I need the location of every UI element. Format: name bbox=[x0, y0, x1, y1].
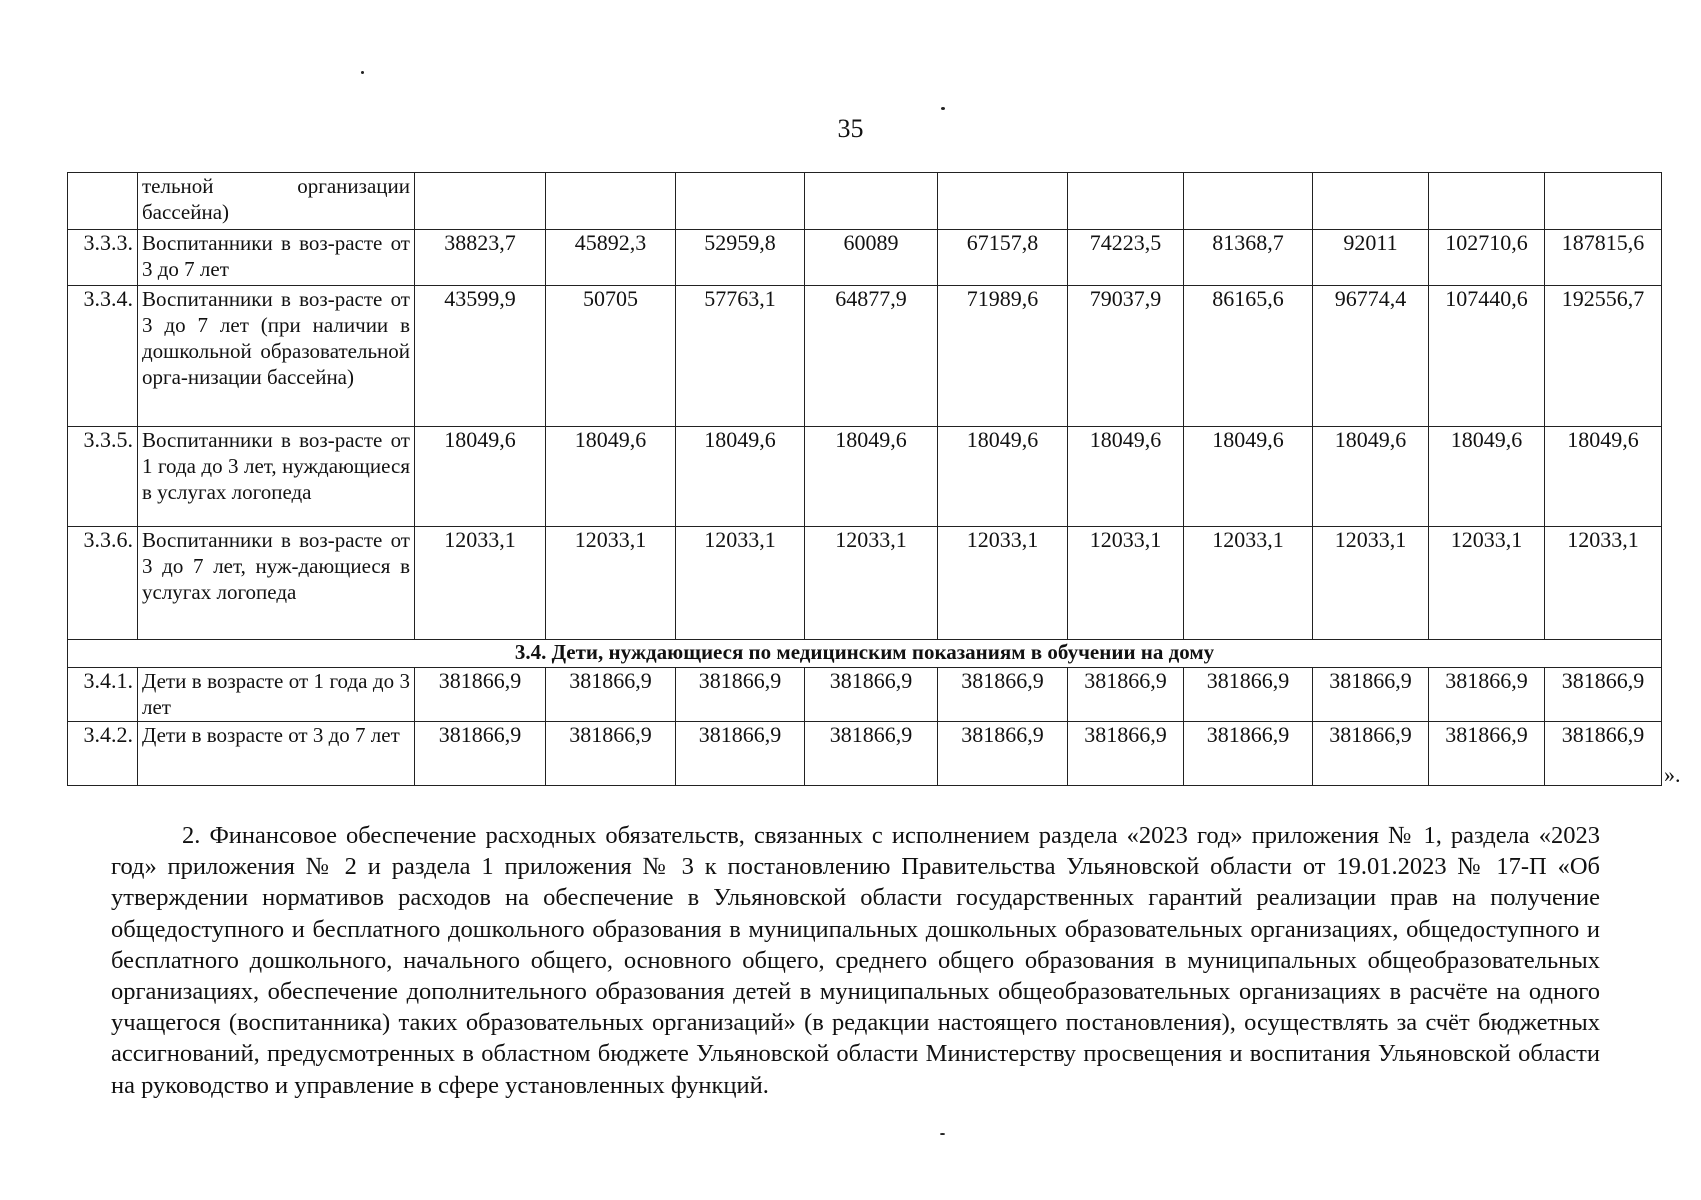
row-description-cell: тельной организации бассейна) bbox=[138, 173, 415, 230]
value-cell: 381866,9 bbox=[1429, 668, 1545, 722]
value-cell: 12033,1 bbox=[415, 527, 546, 640]
value-cell: 18049,6 bbox=[1429, 426, 1545, 526]
value-cell: 86165,6 bbox=[1184, 285, 1313, 426]
value-cell: 381866,9 bbox=[676, 722, 805, 786]
row-description-cell: Дети в возрасте от 1 года до 3 лет bbox=[138, 668, 415, 722]
value-cell: 18049,6 bbox=[1068, 426, 1184, 526]
value-cell bbox=[546, 173, 676, 230]
scan-speck bbox=[361, 71, 364, 74]
value-cell bbox=[1313, 173, 1429, 230]
value-cell: 381866,9 bbox=[1313, 668, 1429, 722]
value-cell: 79037,9 bbox=[1068, 285, 1184, 426]
row-number-cell: 3.3.5. bbox=[68, 426, 138, 526]
value-cell: 45892,3 bbox=[546, 230, 676, 285]
row-number-cell: 3.4.1. bbox=[68, 668, 138, 722]
value-cell: 381866,9 bbox=[805, 722, 938, 786]
value-cell: 18049,6 bbox=[1184, 426, 1313, 526]
value-cell: 381866,9 bbox=[1068, 722, 1184, 786]
value-cell bbox=[676, 173, 805, 230]
value-cell: 52959,8 bbox=[676, 230, 805, 285]
row-number-cell: 3.3.6. bbox=[68, 527, 138, 640]
value-cell: 12033,1 bbox=[805, 527, 938, 640]
value-cell bbox=[1068, 173, 1184, 230]
value-cell: 38823,7 bbox=[415, 230, 546, 285]
value-cell: 12033,1 bbox=[676, 527, 805, 640]
value-cell: 43599,9 bbox=[415, 285, 546, 426]
row-description-cell: Воспитанники в воз-расте от 3 до 7 лет, нуж-дающиеся в услугах логопеда bbox=[138, 527, 415, 640]
value-cell: 12033,1 bbox=[1313, 527, 1429, 640]
value-cell bbox=[415, 173, 546, 230]
value-cell bbox=[805, 173, 938, 230]
value-cell: 381866,9 bbox=[1545, 668, 1662, 722]
value-cell bbox=[1429, 173, 1545, 230]
value-cell: 102710,6 bbox=[1429, 230, 1545, 285]
section-title: 3.4. Дети, нуждающиеся по медицинским показаниям в обучении на дому bbox=[68, 639, 1662, 668]
table-row bbox=[68, 668, 1662, 722]
row-number-cell: 3.3.4. bbox=[68, 285, 138, 426]
table-row bbox=[68, 285, 1662, 426]
row-description-cell: Дети в возрасте от 3 до 7 лет bbox=[138, 722, 415, 786]
scan-speck bbox=[941, 107, 945, 110]
value-cell: 381866,9 bbox=[938, 668, 1068, 722]
value-cell: 18049,6 bbox=[805, 426, 938, 526]
value-cell: 381866,9 bbox=[676, 668, 805, 722]
closing-quote: ». bbox=[1664, 762, 1681, 787]
value-cell: 12033,1 bbox=[938, 527, 1068, 640]
section-row bbox=[68, 639, 1662, 668]
table-row bbox=[68, 230, 1662, 285]
row-description-cell: Воспитанники в воз-расте от 3 до 7 лет (при наличии в дошкольной образовательной орга-низации бассейна) bbox=[138, 285, 415, 426]
value-cell: 12033,1 bbox=[546, 527, 676, 640]
value-cell: 12033,1 bbox=[1429, 527, 1545, 640]
value-cell bbox=[938, 173, 1068, 230]
value-cell: 50705 bbox=[546, 285, 676, 426]
value-cell: 96774,4 bbox=[1313, 285, 1429, 426]
value-cell bbox=[1184, 173, 1313, 230]
row-description-cell: Воспитанники в воз-расте от 1 года до 3 лет, нуждающиеся в услугах логопеда bbox=[138, 426, 415, 526]
value-cell: 381866,9 bbox=[1545, 722, 1662, 786]
value-cell: 92011 bbox=[1313, 230, 1429, 285]
value-cell: 107440,6 bbox=[1429, 285, 1545, 426]
value-cell: 381866,9 bbox=[546, 722, 676, 786]
table-row bbox=[68, 173, 1662, 230]
row-number-cell bbox=[68, 173, 138, 230]
value-cell: 71989,6 bbox=[938, 285, 1068, 426]
value-cell: 187815,6 bbox=[1545, 230, 1662, 285]
value-cell: 18049,6 bbox=[415, 426, 546, 526]
value-cell bbox=[1545, 173, 1662, 230]
value-cell: 192556,7 bbox=[1545, 285, 1662, 426]
value-cell: 12033,1 bbox=[1068, 527, 1184, 640]
value-cell: 381866,9 bbox=[415, 668, 546, 722]
row-number-cell: 3.3.3. bbox=[68, 230, 138, 285]
value-cell: 18049,6 bbox=[676, 426, 805, 526]
scan-speck bbox=[940, 1133, 945, 1135]
paragraph-2: 2. Финансовое обеспечение расходных обязательств, связанных с исполнением раздела «2023 год» приложения № 1, раздела «2023 год» приложения № 2 и раздела 1 приложения № 3 к постановлению Правительства Ульяновской области от 19.01.2023 № 17-П «Об утверждении нормативов расходов на обеспечение в Ульяновской области государственных гарантий реализации прав на получение общедоступного и бесплатного дошкольного образования в муниципальных дошкольных образовательных организациях, общедоступного и бесплатного дошкольного, начального общего, основного общего, среднего общего образования в муниципальных общеобразовательных организациях, обеспечение дополнительного образования детей в муниципальных общеобразовательных организациях в расчёте на одного учащегося (воспитанника) таких образовательных организаций» (в редакции настоящего постановления), осуществлять за счёт бюджетных ассигнований, предусмотренных в областном бюджете Ульяновской области Министерству просвещения и воспитания Ульяновской области на руководство и управление в сфере установленных функций. bbox=[111, 822, 1600, 1099]
value-cell: 57763,1 bbox=[676, 285, 805, 426]
value-cell: 81368,7 bbox=[1184, 230, 1313, 285]
value-cell: 18049,6 bbox=[938, 426, 1068, 526]
value-cell: 12033,1 bbox=[1184, 527, 1313, 640]
value-cell: 18049,6 bbox=[1545, 426, 1662, 526]
value-cell: 381866,9 bbox=[415, 722, 546, 786]
value-cell: 64877,9 bbox=[805, 285, 938, 426]
value-cell: 381866,9 bbox=[546, 668, 676, 722]
value-cell: 381866,9 bbox=[1184, 722, 1313, 786]
value-cell: 381866,9 bbox=[938, 722, 1068, 786]
value-cell: 67157,8 bbox=[938, 230, 1068, 285]
value-cell: 18049,6 bbox=[546, 426, 676, 526]
value-cell: 60089 bbox=[805, 230, 938, 285]
row-number-cell: 3.4.2. bbox=[68, 722, 138, 786]
value-cell: 381866,9 bbox=[805, 668, 938, 722]
table-row bbox=[68, 722, 1662, 786]
value-cell: 74223,5 bbox=[1068, 230, 1184, 285]
value-cell: 12033,1 bbox=[1545, 527, 1662, 640]
row-description-cell: Воспитанники в воз-расте от 3 до 7 лет bbox=[138, 230, 415, 285]
value-cell: 381866,9 bbox=[1068, 668, 1184, 722]
table-row bbox=[68, 426, 1662, 526]
value-cell: 381866,9 bbox=[1313, 722, 1429, 786]
table-row bbox=[68, 527, 1662, 640]
value-cell: 18049,6 bbox=[1313, 426, 1429, 526]
norms-table bbox=[67, 172, 1662, 786]
value-cell: 381866,9 bbox=[1184, 668, 1313, 722]
value-cell: 381866,9 bbox=[1429, 722, 1545, 786]
page-number: 35 bbox=[837, 114, 864, 143]
